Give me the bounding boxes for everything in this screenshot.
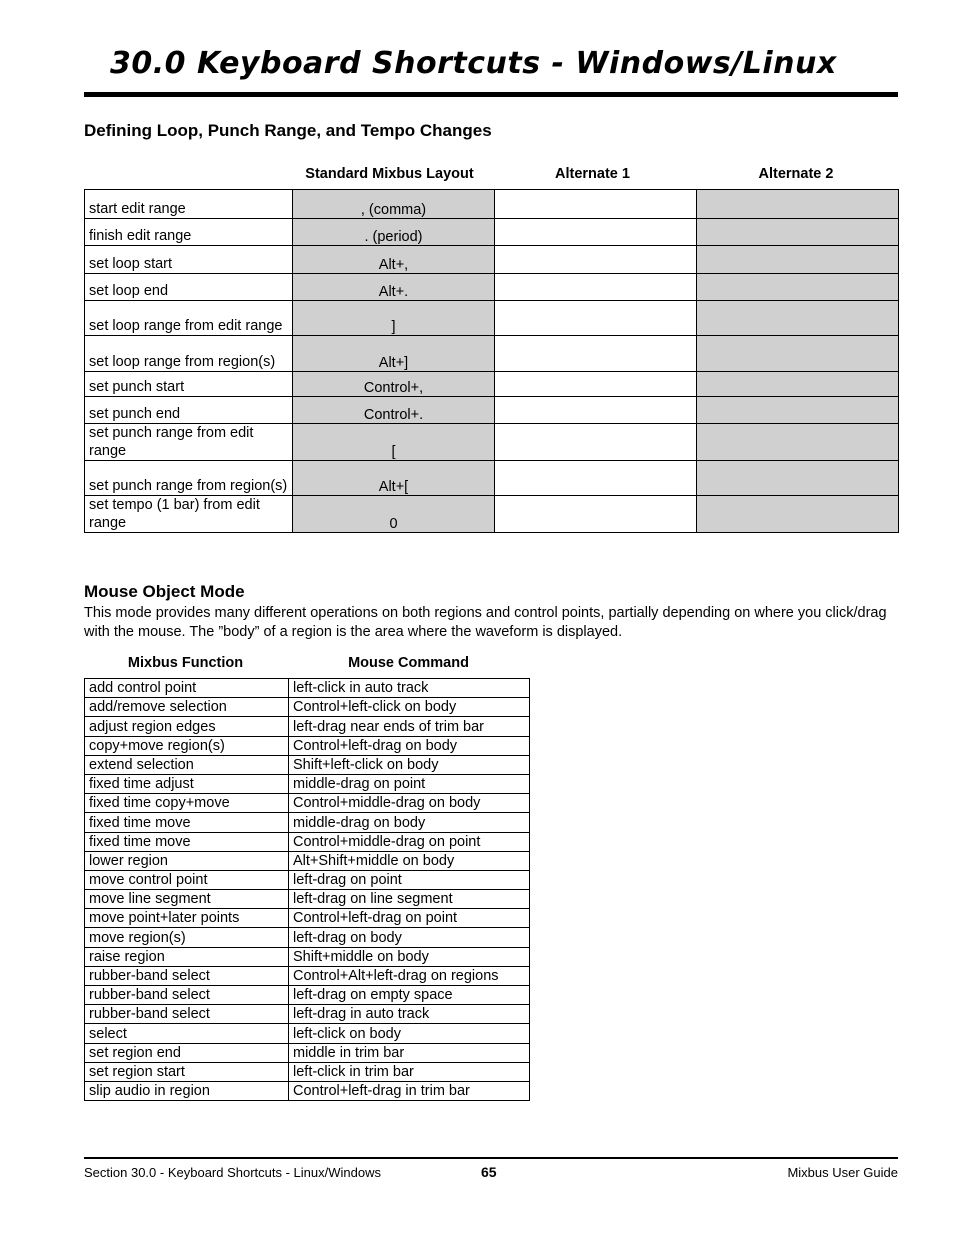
mouse-function: add control point [85,679,289,698]
mouse-command: Control+left-click on body [289,698,530,717]
mouse-command: left-drag on line segment [289,890,530,909]
shortcut-function: start edit range [85,190,293,219]
shortcut-standard: Control+, [293,372,495,397]
shortcut-function: set loop end [85,274,293,301]
mouse-function: fixed time copy+move [85,794,289,813]
shortcut-function: set loop range from edit range [85,301,293,336]
mouse-function: lower region [85,851,289,870]
footer-guide-title: Mixbus User Guide [787,1165,898,1180]
mouse-function: slip audio in region [85,1081,289,1100]
mouse-command: Control+left-drag on body [289,736,530,755]
mouse-command: left-drag on empty space [289,986,530,1005]
table-row [85,947,530,966]
col-header-mouse-command: Mouse Command [348,655,469,671]
shortcut-alternate-1 [495,274,697,301]
mouse-command: Control+middle-drag on point [289,832,530,851]
col-header-mixbus-function: Mixbus Function [127,655,244,671]
shortcut-function: set loop range from region(s) [85,336,293,372]
shortcut-alternate-2 [697,219,899,246]
mouse-command: Control+left-drag in trim bar [289,1081,530,1100]
shortcut-alternate-2 [697,496,899,533]
mouse-command: left-drag on point [289,870,530,889]
table-row [85,461,899,496]
table-row [85,832,530,851]
table-row [85,246,899,274]
table-row [85,219,899,246]
col-header-alternate-2: Alternate 2 [758,166,834,182]
table-row [85,774,530,793]
table-row [85,1005,530,1024]
mouse-function: move control point [85,870,289,889]
shortcut-alternate-1 [495,190,697,219]
mouse-command: middle-drag on body [289,813,530,832]
shortcut-alternate-1 [495,461,697,496]
table-row [85,813,530,832]
mouse-function: fixed time adjust [85,774,289,793]
mouse-command: Control+Alt+left-drag on regions [289,966,530,985]
table-row [85,372,899,397]
mouse-function: extend selection [85,755,289,774]
table-row [85,755,530,774]
footer-section-label: Section 30.0 - Keyboard Shortcuts - Linux/Windows [84,1165,381,1180]
table-row [85,1062,530,1081]
table-row [85,301,899,336]
shortcut-standard: Alt+[ [293,461,495,496]
shortcut-function: set tempo (1 bar) from edit range [85,496,293,533]
table-row [85,397,899,424]
page-title: 30.0 Keyboard Shortcuts - Windows/Linux [110,46,837,81]
shortcut-standard: Alt+. [293,274,495,301]
mouse-function: move point+later points [85,909,289,928]
mouse-command: left-drag in auto track [289,1005,530,1024]
shortcut-alternate-1 [495,219,697,246]
table-row [85,496,899,533]
mouse-function: rubber-band select [85,966,289,985]
table-row [85,336,899,372]
shortcut-standard: [ [293,424,495,461]
shortcut-standard: ] [293,301,495,336]
mouse-function: fixed time move [85,832,289,851]
mouse-function: add/remove selection [85,698,289,717]
footer-page-number: 65 [481,1164,497,1180]
shortcut-standard: Control+. [293,397,495,424]
shortcut-alternate-2 [697,397,899,424]
mouse-command: left-click in auto track [289,679,530,698]
table-row [85,890,530,909]
shortcut-standard: 0 [293,496,495,533]
shortcut-function: set loop start [85,246,293,274]
shortcut-standard: . (period) [293,219,495,246]
loop-shortcuts-table [84,189,899,533]
mouse-command: left-drag near ends of trim bar [289,717,530,736]
shortcut-function: set punch range from region(s) [85,461,293,496]
table-row [85,966,530,985]
mouse-command: middle in trim bar [289,1043,530,1062]
table-row [85,717,530,736]
table-row [85,736,530,755]
table-row [85,1043,530,1062]
table-row [85,851,530,870]
shortcut-function: set punch start [85,372,293,397]
mouse-command: middle-drag on point [289,774,530,793]
table-row [85,1024,530,1043]
table-row [85,794,530,813]
shortcut-function: set punch end [85,397,293,424]
col-header-standard: Standard Mixbus Layout [305,166,474,182]
mouse-function: move region(s) [85,928,289,947]
mouse-command: left-click in trim bar [289,1062,530,1081]
mouse-command: Shift+left-click on body [289,755,530,774]
shortcut-standard: , (comma) [293,190,495,219]
mouse-section-heading: Mouse Object Mode [84,582,245,601]
table-row [85,679,530,698]
shortcut-alternate-2 [697,461,899,496]
shortcut-alternate-1 [495,336,697,372]
mouse-command: Alt+Shift+middle on body [289,851,530,870]
mouse-function: rubber-band select [85,986,289,1005]
table-row [85,928,530,947]
mouse-section-description: This mode provides many different operations on both regions and control points, partially depending on where you click/drag with the mouse. The ”body” of a region is the area where the waveform is displayed. [84,605,887,640]
shortcut-alternate-1 [495,397,697,424]
shortcut-alternate-2 [697,246,899,274]
shortcut-standard: Alt+] [293,336,495,372]
table-row [85,190,899,219]
mouse-command: left-drag on body [289,928,530,947]
shortcut-alternate-2 [697,301,899,336]
shortcut-function: set punch range from edit range [85,424,293,461]
shortcut-standard: Alt+, [293,246,495,274]
shortcut-alternate-1 [495,246,697,274]
mouse-function: rubber-band select [85,1005,289,1024]
mouse-command: Control+left-drag on point [289,909,530,928]
mouse-function: set region end [85,1043,289,1062]
table-row [85,870,530,889]
shortcut-alternate-1 [495,301,697,336]
table-row [85,1081,530,1100]
table-row [85,986,530,1005]
mouse-function: set region start [85,1062,289,1081]
mouse-command: left-click on body [289,1024,530,1043]
col-header-alternate-1: Alternate 1 [555,166,630,182]
shortcut-alternate-1 [495,372,697,397]
mouse-function: select [85,1024,289,1043]
mouse-function: fixed time move [85,813,289,832]
shortcut-alternate-1 [495,424,697,461]
mouse-function: copy+move region(s) [85,736,289,755]
title-rule [84,92,898,97]
table-row [85,909,530,928]
mouse-commands-table [84,678,530,1101]
table-row [85,698,530,717]
mouse-command: Control+middle-drag on body [289,794,530,813]
shortcut-alternate-1 [495,496,697,533]
shortcut-alternate-2 [697,424,899,461]
loop-section-heading: Defining Loop, Punch Range, and Tempo Changes [84,121,492,140]
shortcut-alternate-2 [697,274,899,301]
mouse-command: Shift+middle on body [289,947,530,966]
shortcut-alternate-2 [697,336,899,372]
table-row [85,424,899,461]
mouse-function: raise region [85,947,289,966]
table-row [85,274,899,301]
shortcut-alternate-2 [697,190,899,219]
shortcut-alternate-2 [697,372,899,397]
mouse-function: move line segment [85,890,289,909]
shortcut-function: finish edit range [85,219,293,246]
mouse-function: adjust region edges [85,717,289,736]
footer-rule [84,1157,898,1159]
